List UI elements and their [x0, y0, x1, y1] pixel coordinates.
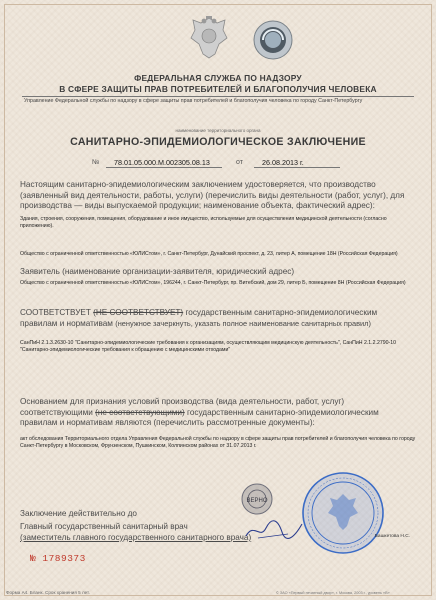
applicant-value: Общество с ограниченной ответственностью «ЮЛИСтом», 196244, г. Санкт-Петербург, пр. Витебский, дом 29, литер Б, помещение 8Н (Российская Федерация) — [20, 280, 406, 286]
basis-struck: (не соответствующими) — [95, 407, 185, 417]
date-underline — [254, 167, 340, 168]
number-underline — [106, 167, 222, 168]
compliance-rest: государственным санитарно-эпидемиологическим правилам и нормативам — [20, 308, 378, 328]
form-info: Форма А4. Бланк. Срок хранения 5 лет. — [6, 590, 90, 595]
territorial-office: Управление Федеральной службы по надзору в сфере защиты прав потребителей и благополучия человека по городу Санкт-Петербургу — [24, 98, 363, 104]
compliance-struck: (НЕ СООТВЕТСТВУЕТ) — [93, 308, 184, 317]
object-organization: Общество с ограниченной ответственностью «ЮЛИСтом», г. Санкт-Петербург, Дунайский проспект, д. 23, литер А, помещение 18Н (Российская Федерация) — [20, 251, 398, 257]
stamp-text: ВЕРНО — [246, 498, 268, 504]
number-sign: № — [92, 159, 100, 166]
certification-lead: Настоящим санитарно-эпидемиологическим заключением удостоверяется, что производство (заявленный вид деятельности, работы, услуги) (перечислить виды деятельности (работ, услуг), для производства — виды выпускаемой продукции; наименование объекта, фактический адрес): — [20, 180, 405, 211]
activity-description: Здания, строения, сооружения, помещения, оборудование и иное имущество, используемые для осуществления медицинской деятельности (согласно приложению). — [20, 216, 387, 229]
certificate-number: 78.01.05.000.М.002305.08.13 — [114, 158, 210, 167]
official-round-seal — [300, 470, 386, 556]
basis-lead-b: государственным санитарно-эпидемиологическим правилам и нормативам являются (перечислить рассмотренные документы): — [20, 407, 379, 428]
basis-documents: акт обследования Территориального отдела Управления Федеральной службы по надзору в сфере защиты прав потребителей и благополучия человека по городу Санкт-Петербургу в Московском, Фрунзенском, Пушкинском, Колпинском районах от 31.07.2013 г. — [20, 436, 416, 449]
compliance-word: СООТВЕТСТВУЕТ — [20, 308, 91, 317]
basis-statement — [20, 397, 416, 429]
agency-name-line2: В СФЕРЕ ЗАЩИТЫ ПРАВ ПОТРЕБИТЕЛЕЙ И БЛАГОПОЛУЧИЯ ЧЕЛОВЕКА — [59, 84, 377, 94]
hologram-sticker-icon — [253, 20, 293, 60]
date-sign: от — [236, 159, 243, 166]
signatory-name: Башкетова Н.С. — [374, 534, 410, 539]
printer-info: © ЗАО «Первый печатный двор», г. Москва, 2003 г., уровень «В» — [276, 591, 390, 595]
applicant-label: Заявитель (наименование организации-заявителя, юридический адрес) — [20, 267, 295, 276]
validity-label: Заключение действительно до — [20, 509, 137, 518]
signatory-deputy: (заместитель главного государственного санитарного врача) — [20, 533, 252, 542]
handwritten-signature — [244, 518, 304, 542]
compliance-statement — [20, 308, 416, 329]
document-title: САНИТАРНО-ЭПИДЕМИОЛОГИЧЕСКОЕ ЗАКЛЮЧЕНИЕ — [70, 136, 366, 148]
certificate-date: 26.08.2013 г. — [262, 158, 304, 167]
office-caption: наименование территориального органа — [175, 128, 261, 133]
verification-stamp — [240, 482, 274, 516]
compliance-hint: (ненужное зачеркнуть, указать полное наименование санитарных правил) — [115, 318, 371, 328]
serial-number: № 1789373 — [30, 553, 86, 564]
signatory-title: Главный государственный санитарный врач — [20, 522, 188, 531]
office-underline — [22, 96, 414, 97]
coat-of-arms-emblem — [187, 14, 231, 60]
basis-lead-a: Основанием для признания условий производства (вида деятельности, работ, услуг) соответствующими — [20, 397, 345, 417]
sanitary-rules: СанПиН 2.1.3.2630-10 "Санитарно-эпидемиологические требования к организациям, осуществляющим медицинскую деятельность", СанПиН 2.1.2.2790-10 "Санитарно-эпидемиологические требования к обращению с медицинскими отходами" — [20, 340, 396, 353]
agency-name-line1: ФЕДЕРАЛЬНАЯ СЛУЖБА ПО НАДЗОРУ — [134, 73, 302, 83]
